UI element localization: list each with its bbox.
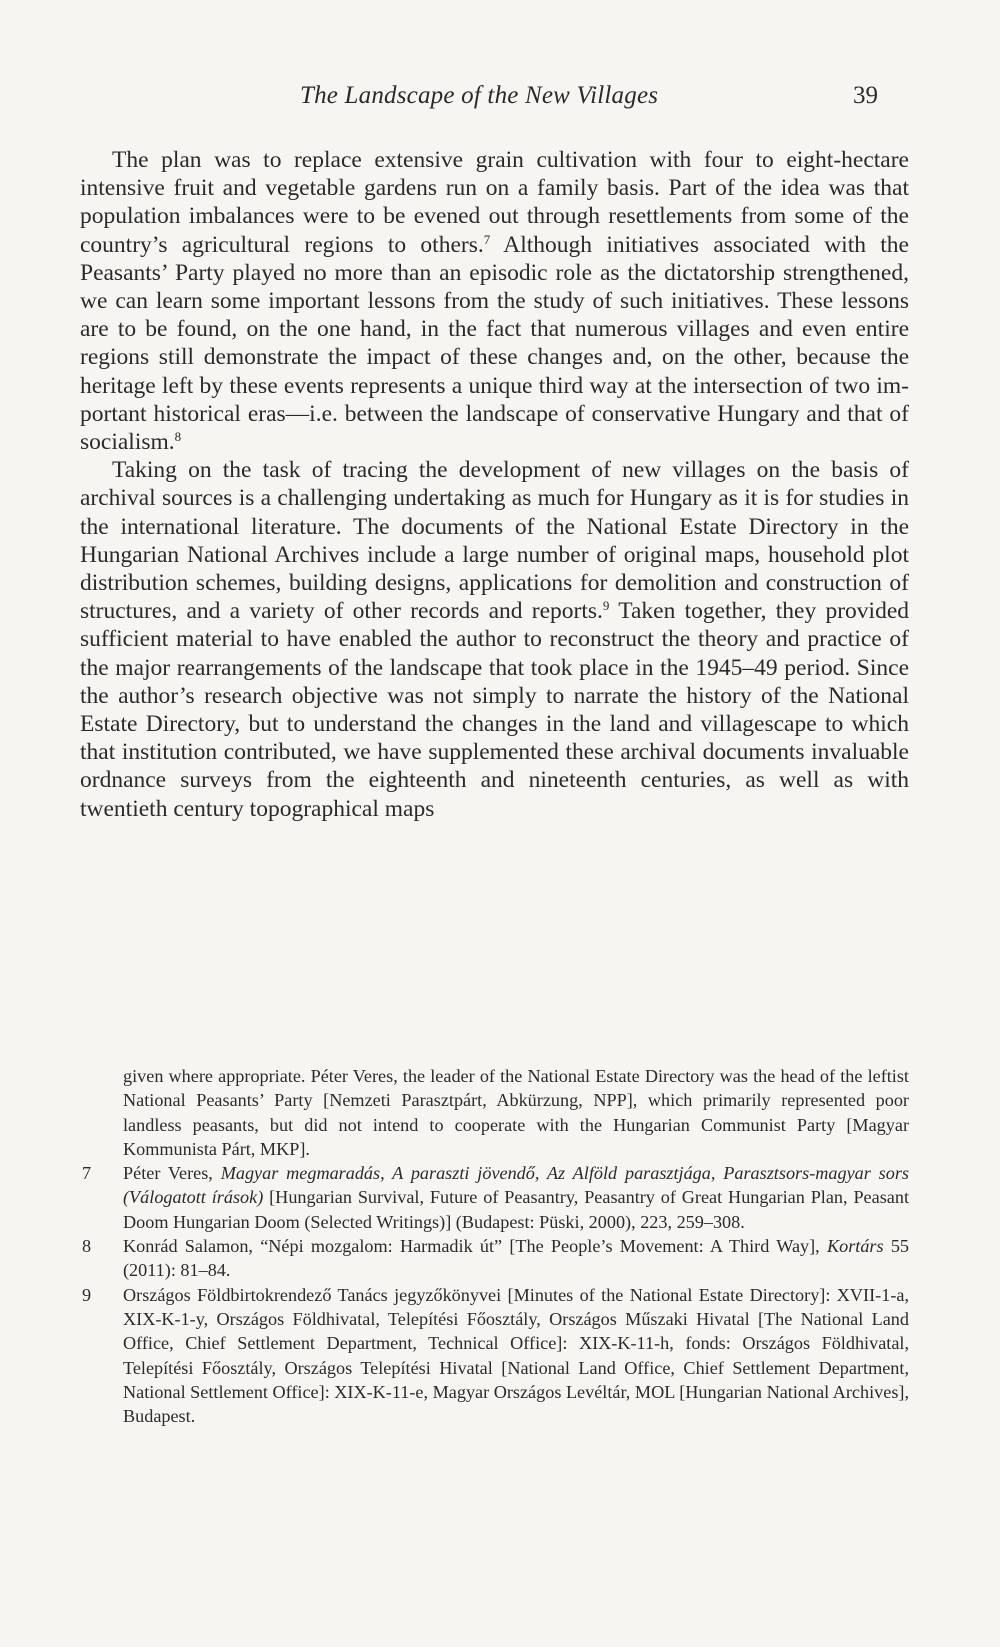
paragraph-2: [80, 456, 909, 823]
footnotes: [80, 1064, 909, 1428]
page-header: [0, 82, 1000, 122]
footnote-8-rest: 55 (2011): 81–84.: [123, 1236, 910, 1281]
paragraph-2-part-b: Taken together, they provided sufficient material to have enabled the author to reconstruct the theory and practice of the major rearrangements of the landscape that took place in the 1945–49 period. Since the author’s research objective was not simply to narrate the history of the National Estate Directory, but to understand the changes in the land and villagescape to which that institution contributed, we have supplemented these archival documents invaluable ordnance surveys from the eighteenth and nineteenth centuries, as well as with twentieth century topographical maps: [80, 598, 909, 822]
footnote-7-title: Magyar megmaradás, A paraszti jövendő, Az Alföld parasztjága, Parasztsors-magyar sors (Válogatott írások): [123, 1163, 909, 1208]
footnote-7-author: Péter Veres,: [123, 1163, 221, 1184]
footnote-ref-8[interactable]: 8: [174, 429, 182, 445]
footnote-8: [80, 1234, 909, 1283]
footnote-continued: given where appropriate. Péter Veres, the leader of the National Estate Directory was the head of the leftist National Peasants’ Party [Nemzeti Parasztpárt, Abkürzung, NPP], which primarily represented poor landless peasants, but did not intend to cooperate with the Hungarian Communist Party [Magyar Kommunista Párt, MKP].: [123, 1066, 909, 1159]
footnote-number-8: 8: [82, 1236, 92, 1257]
footnote-number-7: 7: [82, 1163, 92, 1184]
running-head: The Landscape of the New Villages: [300, 82, 659, 109]
footnote-7: [80, 1161, 909, 1234]
footnote-ref-7[interactable]: 7: [483, 231, 491, 247]
footnote-8-text: Konrád Salamon, “Népi mozgalom: Harmadik út” [The People’s Movement: A Third Way],: [123, 1236, 827, 1257]
footnote-number-9: 9: [82, 1284, 92, 1305]
paragraph-1-part-b: Although initiatives associated with the Peasants’ Party played no more than an episodic role as the dictatorship strengthened, we can learn some important lessons from the study of such initiatives. These lessons are to be found, on the one hand, in the fact that numerous villages and even entire regions still demonstrate the impact of these changes and, on the other, because the heritage left by these events represents a unique third way at the intersection of two important historical eras—i.e. between the landscape of conservative Hungary and that of socialism.: [80, 231, 909, 456]
footnote-7-rest: [Hungarian Survival, Future of Peasantry, Peasantry of Great Hungarian Plan, Peasant Doom Hungarian Doom (Selected Writings)] (Budapest: Püski, 2000), 223, 259–308.: [123, 1187, 910, 1232]
footnote-9-text: Országos Földbirtokrendező Tanács jegyzőkönyvei [Minutes of the National Estate Directory]: XVII-1-a, XIX-K-1-y, Országos Földhivatal, Telepítési Főosztály, Országos Műszaki Hivatal [The National Land Office, Chief Settlement Department, Technical Office]: XIX-K-11-h, fonds: Országos Földhivatal, Telepítési Főosztály, Országos Telepítési Hivatal [National Land Office, Chief Settlement Department, National Settlement Office]: XIX-K-11-e, Magyar Országos Levéltár, MOL [Hungarian National Archives], Budapest.: [123, 1284, 909, 1427]
paragraph-1: [80, 146, 909, 456]
footnote-8-journal: Kortárs: [826, 1236, 884, 1257]
page-number: 39: [853, 82, 878, 109]
paragraph-1-part-a: The plan was to replace extensive grain cultivation with four to eight-hectare intensive fruit and vegetable gardens run on a family basis. Part of the idea was that population imbalances were to be evened out through resettlements from some of the country’s agricultural regions to others.: [80, 147, 909, 258]
paragraph-2-part-a: Taking on the task of tracing the development of new villages on the basis of archival sources is a challenging undertaking as much for Hungary as it is for studies in the international literature. The documents of the National Estate Directory in the Hungarian National Archives include a large number of original maps, household plot distribution schemes, building designs, applications for demolition and construction of structures, and a variety of other records and reports.: [80, 457, 909, 625]
footnote-ref-9[interactable]: 9: [602, 598, 610, 614]
main-text: [80, 146, 909, 823]
footnote-9: [80, 1283, 909, 1429]
